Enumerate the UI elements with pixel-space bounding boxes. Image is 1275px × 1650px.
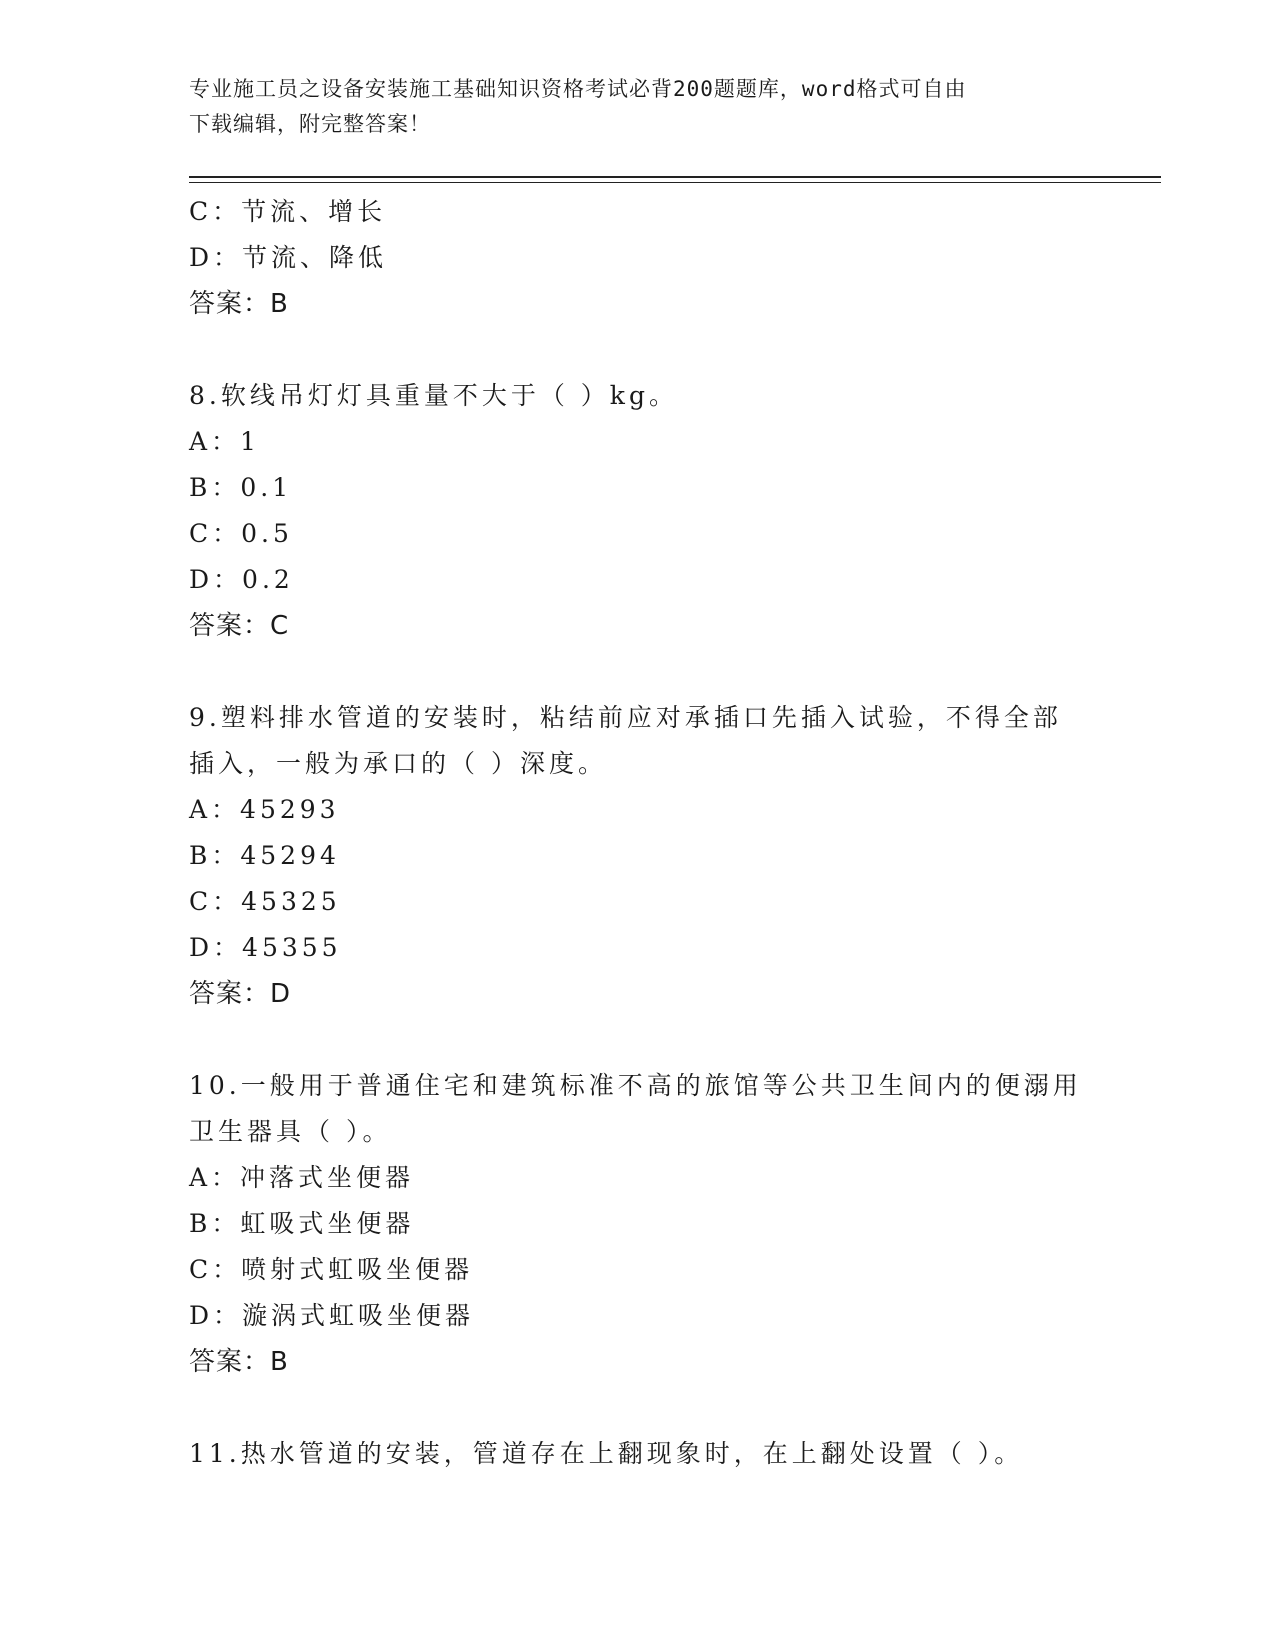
- answer-label: 答案：C: [189, 611, 290, 641]
- question-block-11: [189, 1431, 1089, 1477]
- option-d: D：节流、降低: [189, 243, 388, 272]
- answer-label: 答案：D: [189, 979, 292, 1009]
- question-block-9: [189, 695, 1089, 1017]
- option-a: A：1: [189, 427, 260, 456]
- option-d: D：0.2: [189, 565, 294, 594]
- option-c: C：0.5: [189, 519, 293, 548]
- question-block-7: [189, 189, 1089, 327]
- answer-label: 答案：B: [189, 1347, 289, 1377]
- header-title-line-2: 下载编辑，附完整答案！: [189, 112, 431, 136]
- spacer: [189, 1017, 1089, 1063]
- answer-label: 答案：B: [189, 289, 289, 319]
- option-a: A：45293: [189, 795, 340, 824]
- option-b: B：0.1: [189, 473, 293, 502]
- question-text: 8.软线吊灯灯具重量不大于（ ）kg。: [189, 381, 678, 410]
- question-text-line-2: 插入，一般为承口的（ ）深度。: [189, 749, 607, 778]
- question-block-10: [189, 1063, 1089, 1385]
- option-c: C：45325: [189, 887, 341, 916]
- question-text: 11.热水管道的安装，管道存在上翻现象时，在上翻处设置（ ）。: [189, 1439, 1024, 1468]
- option-a: A：冲落式坐便器: [189, 1163, 415, 1192]
- question-text-line-1: 9.塑料排水管道的安装时，粘结前应对承插口先插入试验，不得全部: [189, 703, 1062, 732]
- spacer: [189, 1385, 1089, 1431]
- option-c: C：节流、增长: [189, 197, 387, 226]
- header-divider-thick: [189, 176, 1161, 178]
- option-d: D：漩涡式虹吸坐便器: [189, 1301, 475, 1330]
- spacer: [189, 649, 1089, 695]
- header-title-line-1: 专业施工员之设备安装施工基础知识资格考试必背200题题库，word格式可自由: [189, 77, 967, 101]
- header-divider-thin: [189, 182, 1161, 183]
- question-text-line-1: 10.一般用于普通住宅和建筑标准不高的旅馆等公共卫生间内的便溺用: [189, 1071, 1082, 1100]
- option-d: D：45355: [189, 933, 342, 962]
- question-block-8: [189, 373, 1089, 649]
- question-text-line-2: 卫生器具（ ）。: [189, 1117, 392, 1146]
- option-c: C：喷射式虹吸坐便器: [189, 1255, 474, 1284]
- document-header: [189, 72, 1089, 142]
- question-content: [189, 189, 1089, 1477]
- spacer: [189, 327, 1089, 373]
- option-b: B：虹吸式坐便器: [189, 1209, 415, 1238]
- option-b: B：45294: [189, 841, 340, 870]
